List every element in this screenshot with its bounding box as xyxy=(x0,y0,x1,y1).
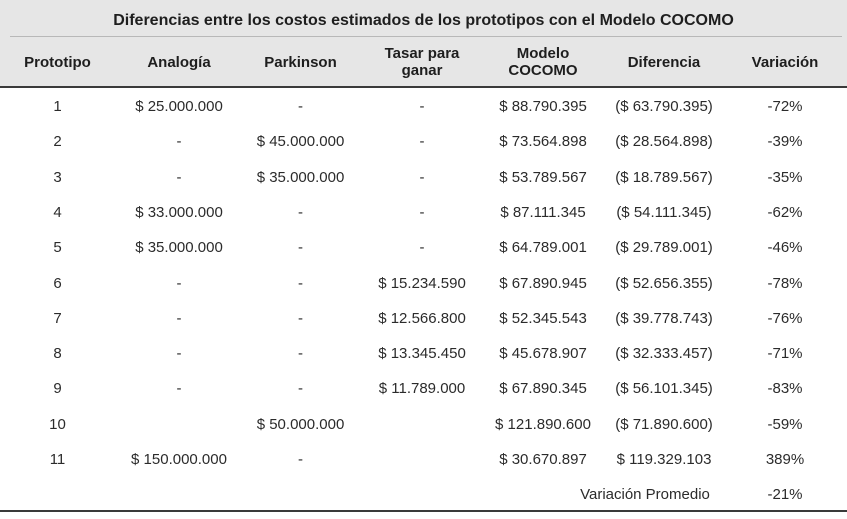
table-row xyxy=(0,301,847,336)
cell-parkinson: $ 50.000.000 xyxy=(256,415,345,433)
cell-analogia: $ 25.000.000 xyxy=(135,98,223,115)
cell-parkinson: - xyxy=(298,380,303,398)
table-row xyxy=(0,230,847,265)
cell-modelo-cocomo: $ 52.345.543 xyxy=(499,309,587,327)
cell-variacion: 389% xyxy=(765,451,805,468)
cell-prototipo: 9 xyxy=(53,380,62,398)
table-bottom-rule xyxy=(0,510,847,512)
cell-variacion: -83% xyxy=(767,380,803,398)
cell-analogia: - xyxy=(176,380,182,398)
cell-prototipo: 8 xyxy=(53,345,62,363)
cell-variacion: -78% xyxy=(767,274,803,292)
header-modelo-cocomo: Modelo COCOMO xyxy=(508,45,578,79)
table-row xyxy=(0,442,847,477)
cell-parkinson: $ 45.000.000 xyxy=(256,133,345,151)
header-variacion: Variación xyxy=(751,53,819,71)
cell-variacion: -39% xyxy=(767,133,803,151)
cell-variacion: -46% xyxy=(767,239,803,257)
table-row xyxy=(0,371,847,406)
cell-variacion: -76% xyxy=(767,309,803,327)
cell-tasar-para-ganar: - xyxy=(419,168,425,186)
cell-tasar-para-ganar xyxy=(364,407,480,442)
cell-analogia: - xyxy=(176,274,182,292)
cell-prototipo: 1 xyxy=(53,98,62,115)
cell-diferencia: ($ 71.890.600) xyxy=(615,415,713,433)
table-row xyxy=(0,336,847,371)
cell-variacion: -71% xyxy=(767,345,803,363)
header-diferencia: Diferencia xyxy=(627,53,701,71)
cell-variacion: -59% xyxy=(767,415,803,433)
cell-prototipo: 3 xyxy=(53,168,62,186)
cell-tasar-para-ganar: $ 11.789.000 xyxy=(378,380,466,398)
cell-variacion: -62% xyxy=(767,203,803,221)
cell-analogia: $ 33.000.000 xyxy=(135,203,223,221)
cell-modelo-cocomo: $ 30.670.897 xyxy=(499,451,587,468)
cell-diferencia: ($ 52.656.355) xyxy=(615,274,713,292)
cell-diferencia: ($ 56.101.345) xyxy=(615,380,713,398)
cell-diferencia: ($ 29.789.001) xyxy=(615,239,713,257)
cell-parkinson: - xyxy=(298,309,303,327)
cell-parkinson: - xyxy=(298,451,303,468)
cell-analogia: - xyxy=(176,309,182,327)
cell-prototipo: 4 xyxy=(53,203,62,221)
cell-tasar-para-ganar: - xyxy=(419,239,425,257)
cell-diferencia: ($ 63.790.395) xyxy=(615,98,713,115)
cell-analogia xyxy=(115,407,243,442)
cell-diferencia: ($ 54.111.345) xyxy=(616,203,712,221)
cell-diferencia: ($ 39.778.743) xyxy=(615,309,713,327)
average-label: Variación Promedio xyxy=(580,486,710,503)
cell-variacion: -35% xyxy=(767,168,803,186)
cell-modelo-cocomo: $ 88.790.395 xyxy=(499,98,587,115)
cell-diferencia: ($ 32.333.457) xyxy=(615,345,713,363)
cell-tasar-para-ganar: - xyxy=(419,133,425,151)
table-row xyxy=(0,407,847,442)
cell-prototipo: 5 xyxy=(53,239,62,257)
cell-prototipo: 6 xyxy=(53,274,62,292)
cell-analogia: $ 35.000.000 xyxy=(135,239,223,257)
cell-diferencia: $ 119.329.103 xyxy=(616,451,712,468)
cell-variacion: -72% xyxy=(767,98,803,115)
header-prototipo: Prototipo xyxy=(24,53,91,71)
cell-parkinson: - xyxy=(298,98,303,115)
cell-analogia: - xyxy=(176,345,182,363)
cell-diferencia: ($ 28.564.898) xyxy=(615,133,713,151)
cell-modelo-cocomo: $ 87.111.345 xyxy=(500,203,586,221)
cell-modelo-cocomo: $ 53.789.567 xyxy=(499,168,587,186)
cell-parkinson: - xyxy=(298,239,303,257)
header-parkinson: Parkinson xyxy=(264,53,337,71)
table-row xyxy=(0,266,847,301)
cell-modelo-cocomo: $ 67.890.945 xyxy=(499,274,587,292)
header-analogia: Analogía xyxy=(147,53,211,71)
cell-modelo-cocomo: $ 45.678.907 xyxy=(499,345,587,363)
table-row xyxy=(0,195,847,230)
cell-modelo-cocomo: $ 121.890.600 xyxy=(495,415,591,433)
cell-prototipo: 7 xyxy=(53,309,62,327)
average-value: -21% xyxy=(767,486,803,503)
cell-prototipo: 10 xyxy=(49,415,66,433)
cell-modelo-cocomo: $ 67.890.345 xyxy=(499,380,587,398)
cell-tasar-para-ganar: $ 12.566.800 xyxy=(378,309,466,327)
cell-parkinson: - xyxy=(298,274,303,292)
cell-modelo-cocomo: $ 73.564.898 xyxy=(499,133,587,151)
table-title: Diferencias entre los costos estimados de los prototipos con el Modelo COCOMO xyxy=(113,12,734,29)
cell-tasar-para-ganar: - xyxy=(419,203,425,221)
cell-parkinson: - xyxy=(298,345,303,363)
table-row xyxy=(0,89,847,124)
cell-parkinson: $ 35.000.000 xyxy=(256,168,345,186)
cell-analogia: $ 150.000.000 xyxy=(131,451,227,468)
cell-diferencia: ($ 18.789.567) xyxy=(615,168,713,186)
cell-tasar-para-ganar: - xyxy=(419,98,425,115)
cell-prototipo: 2 xyxy=(53,133,62,151)
header-bottom-rule xyxy=(0,86,847,88)
cell-tasar-para-ganar: $ 15.234.590 xyxy=(378,274,466,292)
cell-analogia: - xyxy=(176,168,182,186)
table-row xyxy=(0,124,847,159)
cell-prototipo: 11 xyxy=(49,451,66,468)
cell-parkinson: - xyxy=(298,203,303,221)
cell-tasar-para-ganar: $ 13.345.450 xyxy=(378,345,466,363)
table-row xyxy=(0,160,847,195)
cell-analogia: - xyxy=(176,133,182,151)
cell-modelo-cocomo: $ 64.789.001 xyxy=(499,239,587,257)
header-tasar-para-ganar: Tasar para ganar xyxy=(384,45,460,79)
cell-tasar-para-ganar xyxy=(364,442,480,477)
title-divider xyxy=(10,36,842,37)
